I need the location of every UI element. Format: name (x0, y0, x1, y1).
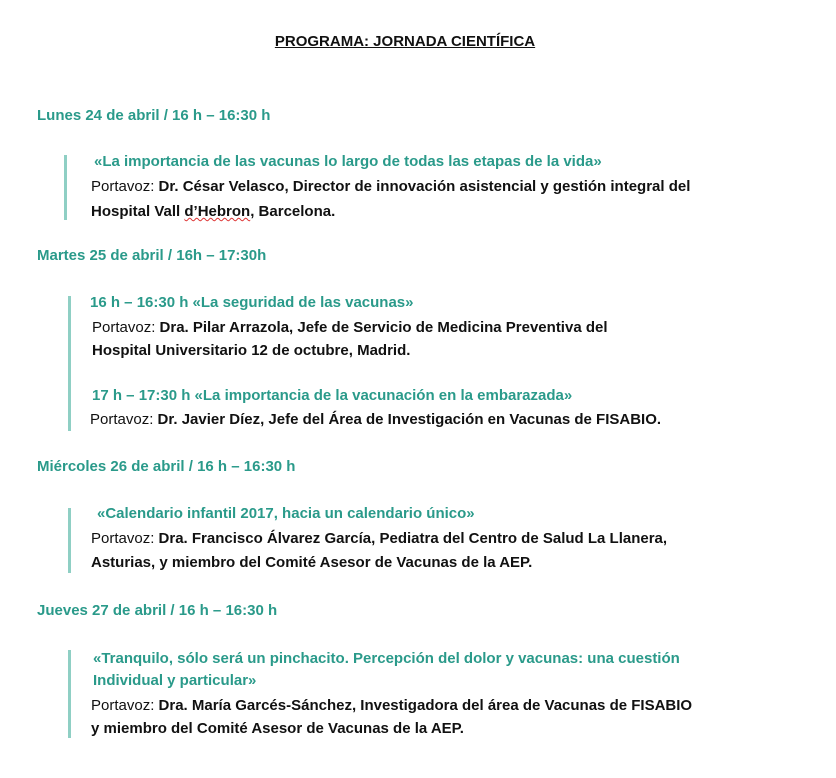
portavoz-label: Portavoz: (91, 178, 159, 195)
speaker-name: Dr. César Velasco, Director de innovación asistencial y gestión integral del (158, 178, 691, 195)
section-bar (68, 508, 71, 573)
section-bar (68, 650, 71, 738)
talk-title-line2: Individual y particular» (93, 672, 257, 689)
speaker-text: Asturias, y miembro del Comité Asesor de Vacunas de la AEP. (91, 554, 533, 571)
speaker-line-2 (91, 554, 532, 571)
speaker-line (90, 411, 661, 428)
day-heading-jueves: Jueves 27 de abril / 16 h – 16:30 h (37, 602, 278, 619)
speaker-line (91, 697, 692, 714)
speaker-line (91, 530, 667, 547)
speaker-name: Dr. Javier Díez, Jefe del Área de Investigación en Vacunas de FISABIO. (157, 411, 662, 428)
talk-title: 17 h – 17:30 h «La importancia de la vacunación en la embarazada» (92, 387, 573, 404)
speaker-line-2 (91, 203, 335, 220)
portavoz-label: Portavoz: (92, 319, 160, 336)
talk-title: «Tranquilo, sólo será un pinchacito. Percepción del dolor y vacunas: una cuestión (93, 650, 680, 667)
section-bar (68, 296, 71, 431)
day-heading-martes: Martes 25 de abril / 16h – 17:30h (37, 247, 267, 264)
speaker-text: Hospital Vall (91, 203, 185, 220)
portavoz-label: Portavoz: (91, 697, 159, 714)
speaker-line-2 (92, 342, 410, 359)
day-heading-miercoles: Miércoles 26 de abril / 16 h – 16:30 h (37, 458, 296, 475)
day-heading-lunes: Lunes 24 de abril / 16 h – 16:30 h (37, 107, 271, 124)
speaker-text: y miembro del Comité Asesor de Vacunas de la AEP. (91, 720, 464, 737)
page-title: PROGRAMA: JORNADA CIENTÍFICA (274, 33, 536, 50)
speaker-name: Dra. Francisco Álvarez García, Pediatra del Centro de Salud La Llanera, (158, 530, 668, 547)
speaker-name: Dra. Pilar Arrazola, Jefe de Servicio de Medicina Preventiva del (159, 319, 608, 336)
section-bar (64, 155, 67, 220)
talk-title: «Calendario infantil 2017, hacia un calendario único» (97, 505, 475, 522)
speaker-name: Dra. María Garcés-Sánchez, Investigadora del área de Vacunas de FISABIO (158, 697, 693, 714)
portavoz-label: Portavoz: (90, 411, 158, 428)
speaker-text: d’Hebron (184, 203, 251, 220)
speaker-line (91, 178, 690, 195)
talk-title: «La importancia de las vacunas lo largo de todas las etapas de la vida» (94, 153, 602, 170)
talk-title: 16 h – 16:30 h «La seguridad de las vacunas» (90, 294, 414, 311)
speaker-line-2 (91, 720, 464, 737)
portavoz-label: Portavoz: (91, 530, 159, 547)
speaker-line (92, 319, 608, 336)
speaker-text: , Barcelona. (250, 203, 336, 220)
speaker-text: Hospital Universitario 12 de octubre, Madrid. (92, 342, 411, 359)
